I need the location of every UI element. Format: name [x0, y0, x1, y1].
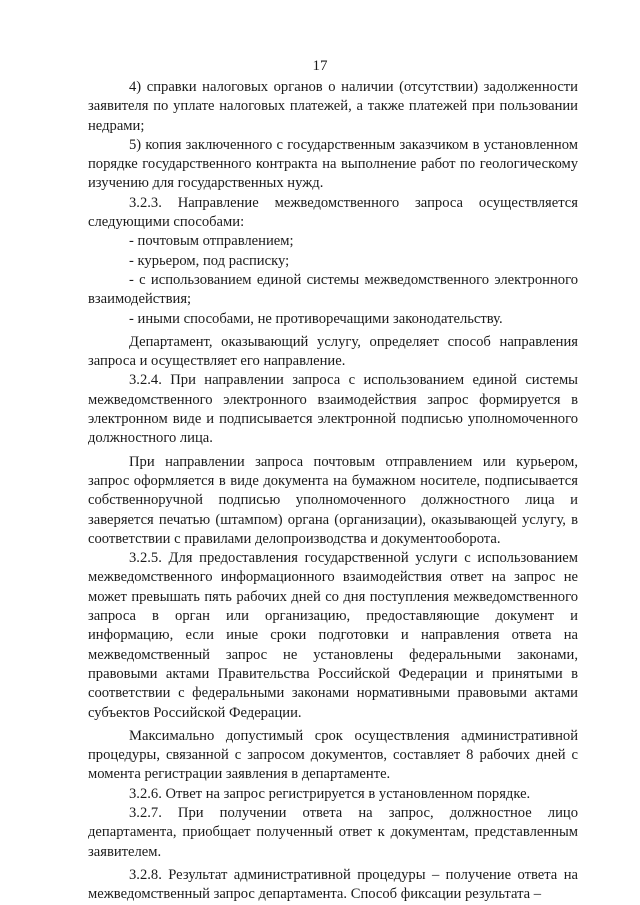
- document-body: [88, 78, 578, 904]
- paragraph-3-2-7: 3.2.7. При получении ответа на запрос, должностное лицо департамента, приобщает полученный ответ к документам, представленным заявителем.: [88, 804, 578, 860]
- page-number: 17: [312, 58, 328, 74]
- list-item-other: - иными способами, не противоречащими законодательству.: [129, 310, 503, 327]
- paragraph-department-method: Департамент, оказывающий услугу, определяет способ направления запроса и осуществляет его направление.: [88, 333, 578, 370]
- paragraph-item-4: 4) справки налоговых органов о наличии (отсутствии) задолженности заявителя по уплате налоговых платежей, а также платежей при пользовании недрами;: [88, 79, 578, 134]
- paragraph-3-2-6: 3.2.6. Ответ на запрос регистрируется в установленном порядке.: [129, 785, 531, 802]
- list-item-postal: - почтовым отправлением;: [129, 233, 294, 250]
- paragraph-3-2-5: 3.2.5. Для предоставления государственной услуги с использованием межведомственного информационного взаимодействия ответ на запрос не может превышать пять рабочих дней со дня поступления межведомственного запроса в орган или организацию, предоставляющие документ и информацию, если иные сроки подготовки и направления ответа на межведомственный запрос не установлены федеральными законами, правовыми актами Правительства Российской Федерации и принятыми в соответствии с федеральными законами нормативными правовыми актами субъектов Российской Федерации.: [88, 550, 578, 721]
- list-item-courier: - курьером, под расписку;: [129, 252, 290, 269]
- paragraph-postal-request: При направлении запроса почтовым отправлением или курьером, запрос оформляется в виде документа на бумажном носителе, подписывается собственноручной подписью уполномоченного должностного лица и заверяется печатью (штампом) органа (организации), оказывающей услугу, в соответствии с правилами делопроизводства и документооборота.: [88, 453, 578, 547]
- paragraph-3-2-3: 3.2.3. Направление межведомственного запроса осуществляется следующими способами:: [88, 194, 578, 231]
- paragraph-3-2-8: 3.2.8. Результат административной процедуры – получение ответа на межведомственный запрос департамента. Способ фиксации результата –: [88, 866, 578, 903]
- paragraph-3-2-4: 3.2.4. При направлении запроса с использованием единой системы межведомственного электронного взаимодействия запрос формируется в электронном виде и подписывается электронной подписью уполномоченного должностного лица.: [88, 372, 578, 447]
- list-item-electronic: - с использованием единой системы межведомственного электронного взаимодействия;: [88, 271, 578, 308]
- paragraph-max-term: Максимально допустимый срок осуществления административной процедуры, связанной с запросом документов, составляет 8 рабочих дней с момента регистрации заявления в департаменте.: [88, 727, 578, 783]
- paragraph-item-5: 5) копия заключенного с государственным заказчиком в установленном порядке государственного контракта на выполнение работ по геологическому изучению для государственных нужд.: [88, 136, 578, 192]
